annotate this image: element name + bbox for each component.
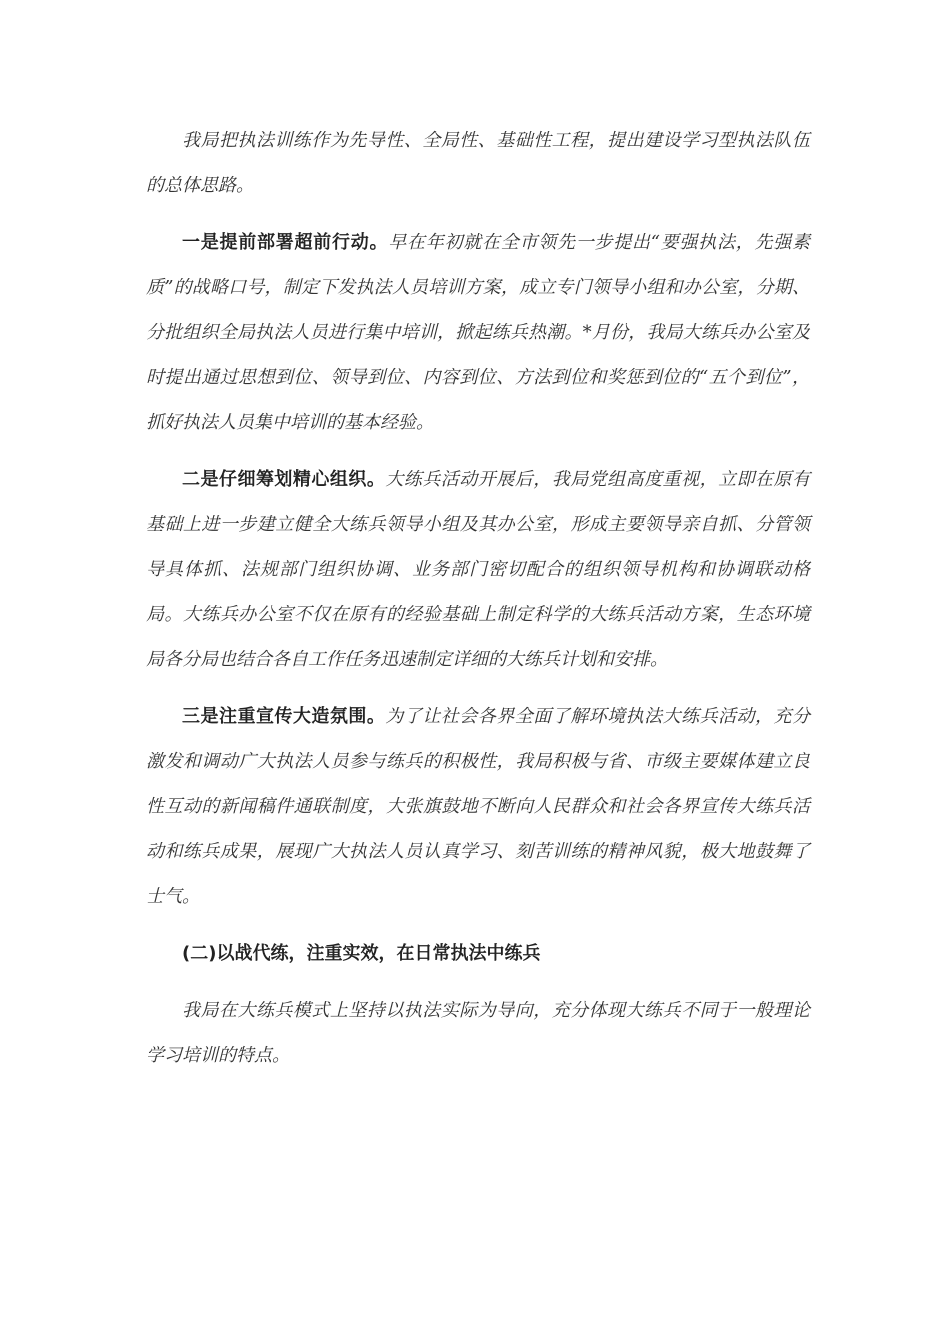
point-2-paragraph (146, 457, 810, 682)
point-1-lead: 一是提前部署超前行动。 (182, 232, 389, 253)
point-2-text: 大练兵活动开展后，我局党组高度重视，立即在原有基础上进一步建立健全大练兵领导小组及其办公室，形成主要领导亲自抓、分管领导具体抓、法规部门组织协调、业务部门密切配合的组织领导机构和协调联动格局。大练兵办公室不仅在原有的经验基础上制定科学的大练兵活动方案，生态环境局各分局也结合各自工作任务迅速制定详细的大练兵计划和安排。 (146, 469, 811, 670)
intro-text: 我局把执法训练作为先导性、全局性、基础性工程，提出建设学习型执法队伍的总体思路。 (146, 130, 810, 196)
closing-text: 我局在大练兵模式上坚持以执法实际为导向，充分体现大练兵不同于一般理论学习培训的特点。 (146, 1000, 810, 1066)
document-body (146, 118, 810, 1090)
intro-paragraph (146, 118, 810, 208)
point-3-text: 为了让社会各界全面了解环境执法大练兵活动，充分激发和调动广大执法人员参与练兵的积极性，我局积极与省、市级主要媒体建立良性互动的新闻稿件通联制度，大张旗鼓地不断向人民群众和社会各界宣传大练兵活动和练兵成果，展现广大执法人员认真学习、刻苦训练的精神风貌，极大地鼓舞了士气。 (146, 706, 811, 907)
point-3-lead: 三是注重宣传大造氛围。 (182, 706, 386, 727)
point-3-paragraph (146, 694, 810, 919)
section-heading: (二)以战代练，注重实效，在日常执法中练兵 (182, 943, 541, 964)
point-1-paragraph (146, 220, 810, 445)
point-1-text: 早在年初就在全市领先一步提出“要强执法，先强素质”的战略口号，制定下发执法人员培训方案，成立专门领导小组和办公室，分期、分批组织全局执法人员进行集中培训，掀起练兵热潮。*月份，我局大练兵办公室及时提出通过思想到位、领导到位、内容到位、方法到位和奖惩到位的“五个到位”，抓好执法人员集中培训的基本经验。 (146, 232, 810, 433)
point-2-lead: 二是仔细筹划精心组织。 (182, 469, 386, 490)
closing-paragraph (146, 988, 810, 1078)
